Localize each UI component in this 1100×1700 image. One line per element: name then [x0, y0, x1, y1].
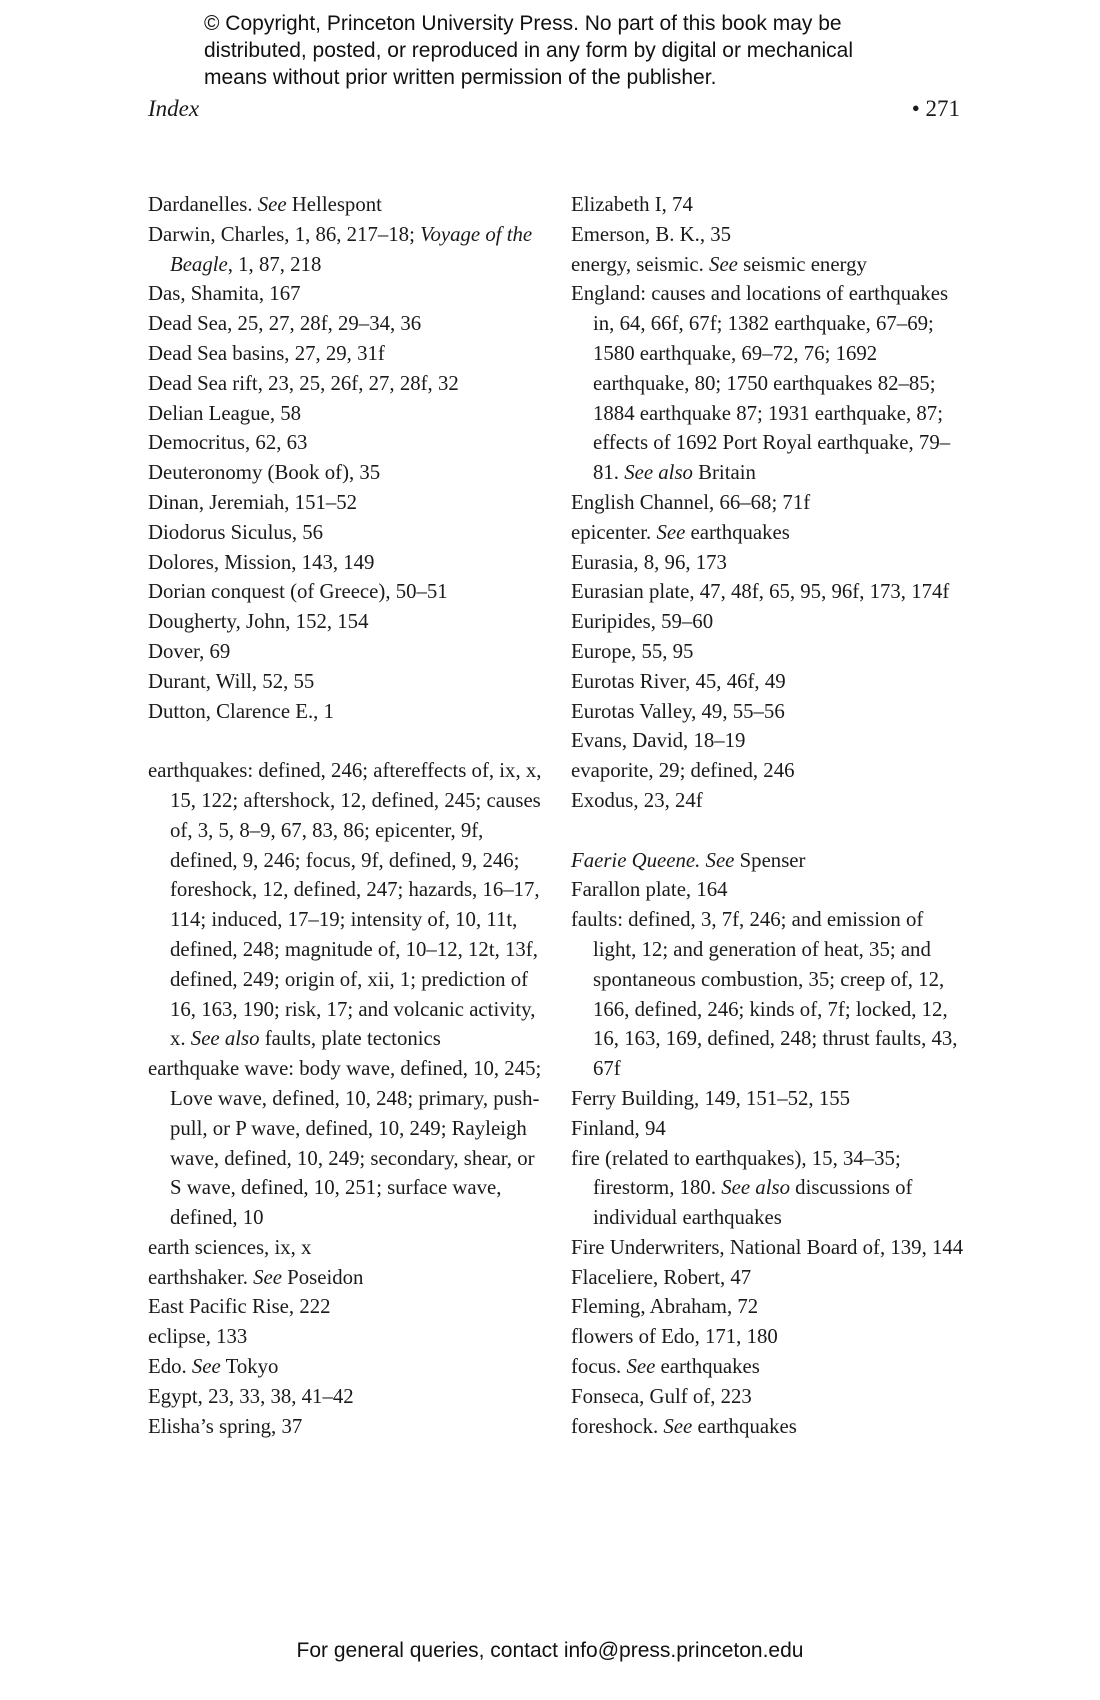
index-entry: Dinan, Jeremiah, 151–52	[148, 490, 358, 514]
index-entry: Faerie Queene. See Spenser	[571, 848, 806, 872]
index-entry: Fleming, Abraham, 72	[571, 1295, 759, 1319]
copyright-line: distributed, posted, or reproduced in any form by digital or mechanical	[204, 39, 854, 62]
index-entry: focus. See earthquakes	[571, 1355, 760, 1379]
index-entry: Europe, 55, 95	[571, 639, 694, 663]
index-entry: earthshaker. See Poseidon	[148, 1265, 364, 1289]
index-entry: Dead Sea basins, 27, 29, 31f	[148, 341, 385, 365]
index-entry: Fire Underwriters, National Board of, 139, 144	[571, 1235, 964, 1259]
index-column-right	[571, 190, 971, 1441]
index-entry: Durant, Will, 52, 55	[148, 669, 315, 693]
index-entry: Dorian conquest (of Greece), 50–51	[148, 580, 448, 604]
index-entry: eclipse, 133	[148, 1325, 248, 1349]
index-entry: Eurotas Valley, 49, 55–56	[571, 699, 785, 723]
index-entry: Deuteronomy (Book of), 35	[148, 461, 381, 485]
index-entry: Dardanelles. See Hellespont	[148, 193, 382, 216]
index-entry: Finland, 94	[571, 1116, 666, 1140]
index-entry: evaporite, 29; defined, 246	[571, 759, 795, 783]
index-entry: flowers of Edo, 171, 180	[571, 1325, 778, 1349]
index-entry: East Pacific Rise, 222	[148, 1295, 331, 1319]
index-entry: Darwin, Charles, 1, 86, 217–18; Voyage of the Beagle, 1, 87, 218	[148, 222, 533, 276]
copyright-line: means without prior written permission of the publisher.	[204, 66, 717, 89]
index-entry: faults: defined, 3, 7f, 246; and emission of light, 12; and generation of heat, 35; and spontaneous combustion, 35; creep of, 12, 166, defined, 246; kinds of, 7f; locked, 12, 16, 163, 169, defined, 248; thrust faults, 43, 67f	[571, 908, 958, 1081]
index-entry: Flaceliere, Robert, 47	[571, 1265, 752, 1289]
index-entry: Dead Sea rift, 23, 25, 26f, 27, 28f, 32	[148, 371, 459, 395]
index-entry: Elizabeth I, 74	[571, 193, 693, 216]
index-entry: Diodorus Siculus, 56	[148, 520, 324, 544]
index-entry: Eurasia, 8, 96, 173	[571, 550, 727, 574]
index-entry: Fonseca, Gulf of, 223	[571, 1384, 752, 1408]
index-entry: Dover, 69	[148, 639, 231, 663]
index-entry: Dead Sea, 25, 27, 28f, 29–34, 36	[148, 312, 422, 336]
index-entry: Exodus, 23, 24f	[571, 788, 703, 812]
page-number: • 271	[911, 96, 960, 121]
index-entry: Dolores, Mission, 143, 149	[148, 550, 375, 574]
index-entry: Ferry Building, 149, 151–52, 155	[571, 1086, 851, 1110]
index-entry: Dougherty, John, 152, 154	[148, 610, 369, 634]
index-entry: Eurasian plate, 47, 48f, 65, 95, 96f, 173, 174f	[571, 580, 950, 604]
index-entry: earth sciences, ix, x	[148, 1235, 312, 1259]
running-head	[148, 96, 960, 130]
index-entry: Das, Shamita, 167	[148, 282, 301, 306]
index-entry: epicenter. See earthquakes	[571, 520, 790, 544]
index-entry: Democritus, 62, 63	[148, 431, 308, 455]
index-entry: energy, seismic. See seismic energy	[571, 252, 867, 276]
index-entry: foreshock. See earthquakes	[571, 1414, 797, 1438]
index-entry: earthquake wave: body wave, defined, 10, 245; Love wave, defined, 10, 248; primary, push-pull, or P wave, defined, 10, 249; Rayleigh wave, defined, 10, 249; secondary, shear, or S wave, defined, 10, 251; surface wave, defined, 10	[148, 1057, 542, 1230]
index-entry: Evans, David, 18–19	[571, 729, 746, 753]
index-entry: England: causes and locations of earthquakes in, 64, 66f, 67f; 1382 earthquake, 67–69; 1580 earthquake, 69–72, 76; 1692 earthquake, 80; 1750 earthquakes 82–85; 1884 earthquake 87; 1931 earthquake, 87; effects of 1692 Port Royal earthquake, 79–81. See also Britain	[571, 282, 951, 485]
index-entry: fire (related to earthquakes), 15, 34–35; firestorm, 180. See also discussions of individual earthquakes	[571, 1146, 913, 1230]
index-entry: English Channel, 66–68; 71f	[571, 490, 811, 514]
index-entry: Edo. See Tokyo	[148, 1355, 279, 1379]
index-entry: Delian League, 58	[148, 401, 302, 425]
copyright-notice	[204, 10, 964, 91]
index-entry: Eurotas River, 45, 46f, 49	[571, 669, 786, 693]
index-column-left	[148, 190, 548, 1441]
running-head-title: Index	[148, 96, 200, 121]
index-entry: Emerson, B. K., 35	[571, 222, 732, 246]
index-entry: earthquakes: defined, 246; aftereffects of, ix, x, 15, 122; aftershock, 12, defined, 245; causes of, 3, 5, 8–9, 67, 83, 86; epicenter, 9f, defined, 9, 246; focus, 9f, defined, 9, 246; foreshock, 12, defined, 247; hazards, 16–17, 114; induced, 17–19; intensity of, 10, 11t, defined, 248; magnitude of, 10–12, 12t, 13f, defined, 249; origin of, xii, 1; prediction of 16, 163, 190; risk, 17; and volcanic activity, x. See also faults, plate tectonics	[148, 759, 542, 1051]
footer-contact: For general queries, contact info@press.princeton.edu	[296, 1639, 804, 1662]
index-entry: Farallon plate, 164	[571, 878, 728, 902]
copyright-line: © Copyright, Princeton University Press. No part of this book may be	[204, 12, 842, 35]
index-entry: Euripides, 59–60	[571, 610, 714, 634]
index-entry: Elisha’s spring, 37	[148, 1414, 303, 1438]
index-entry: Egypt, 23, 33, 38, 41–42	[148, 1384, 354, 1408]
index-entry: Dutton, Clarence E., 1	[148, 699, 334, 723]
